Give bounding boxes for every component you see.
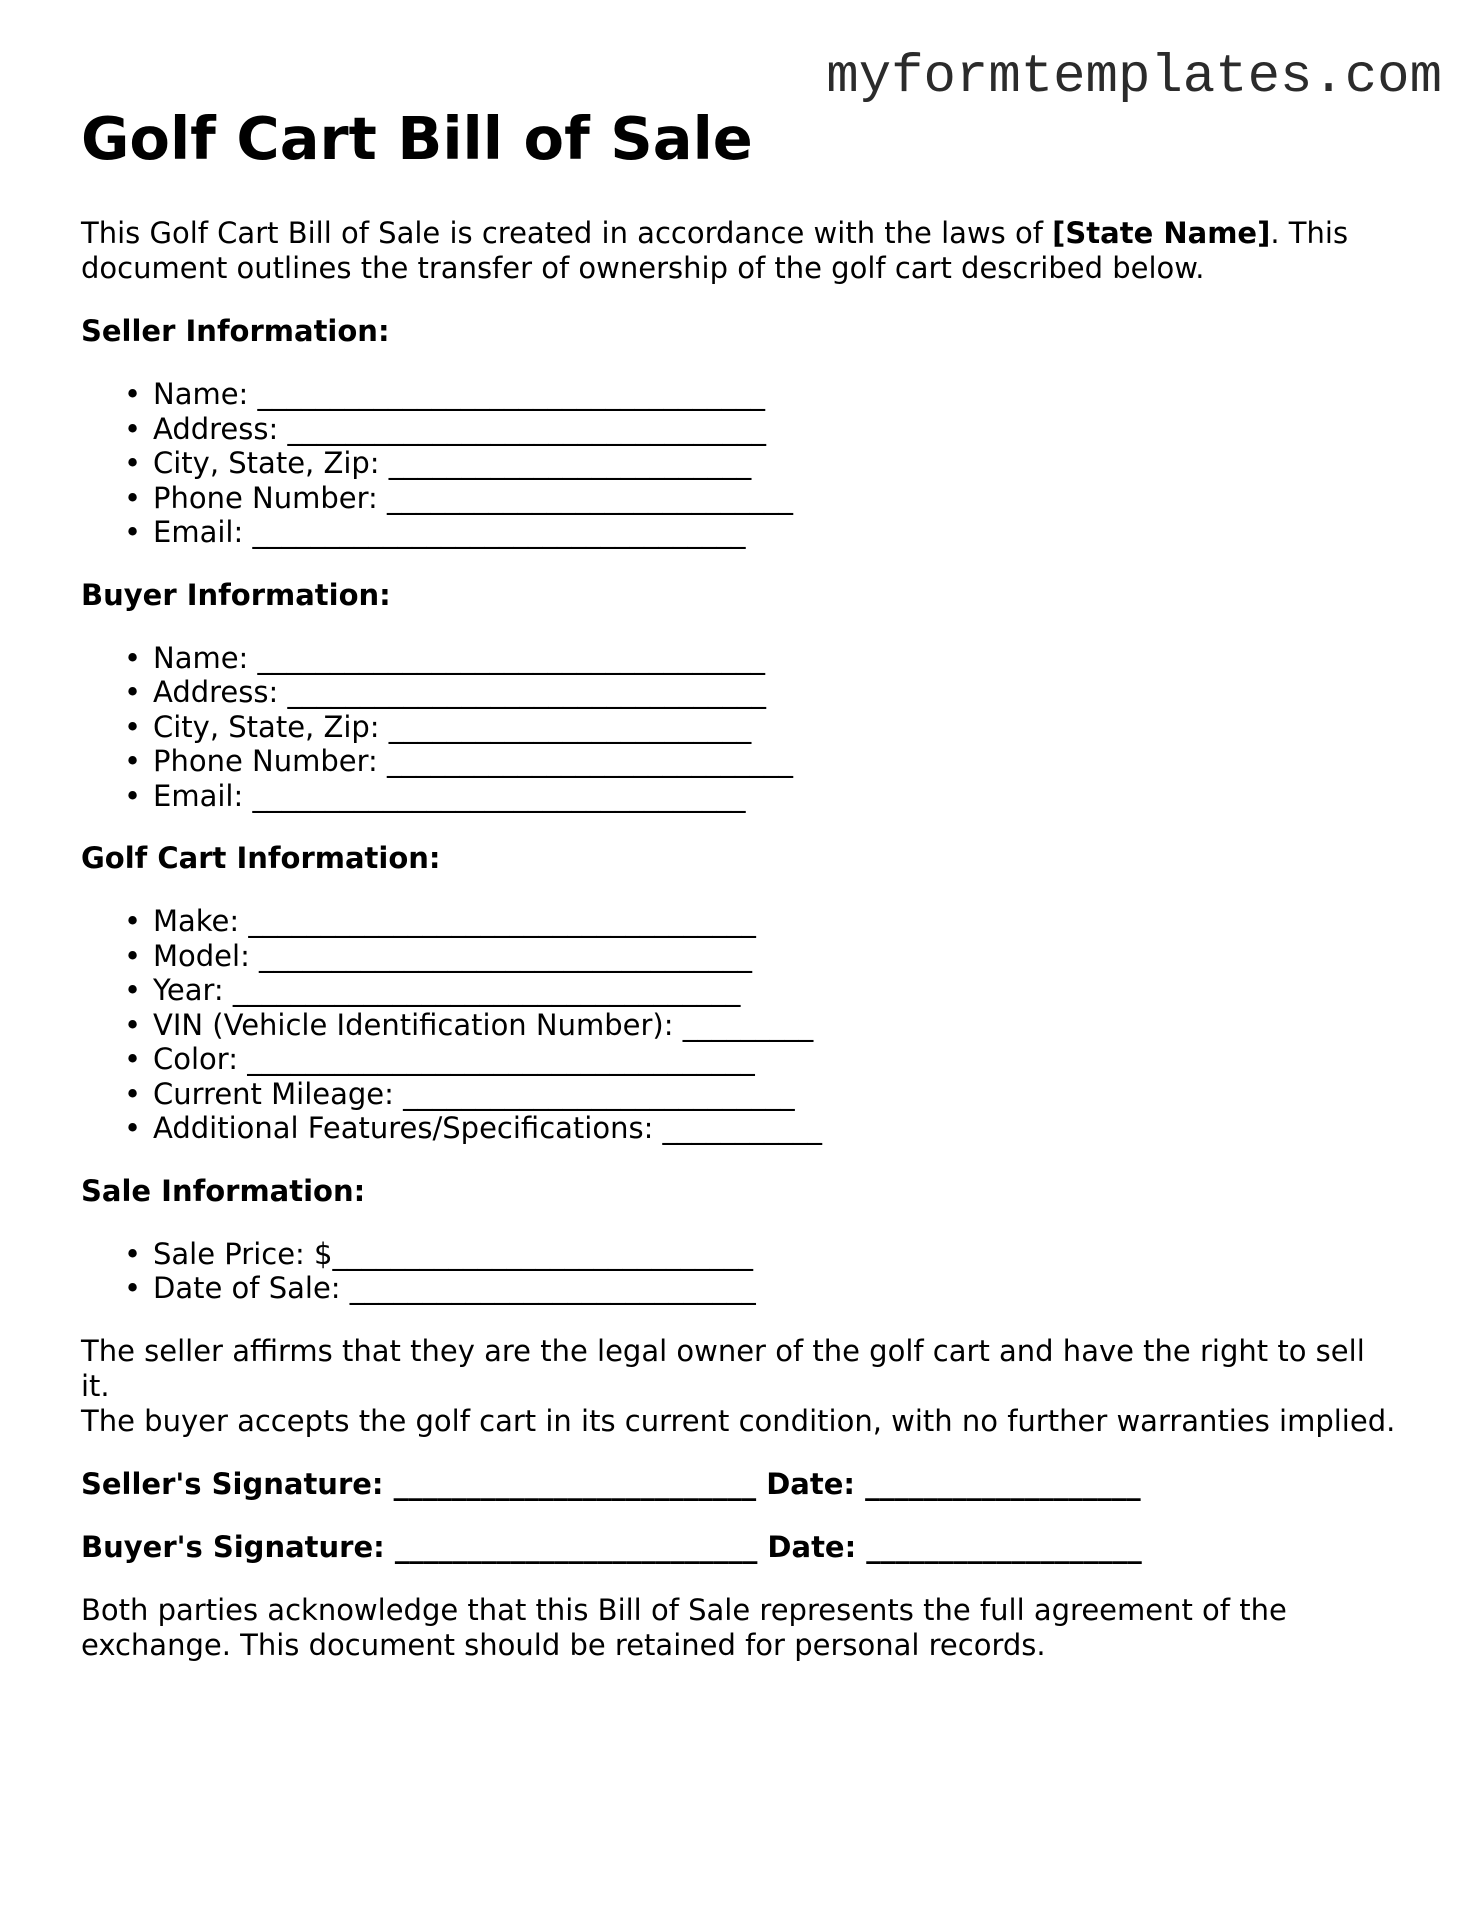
field-label: Color: ___________________________________: [153, 1042, 755, 1076]
closing-line1: Both parties acknowledge that this Bill of Sale represents the full agreement of the: [81, 1592, 1287, 1627]
seller-signature-line[interactable]: Seller's Signature: _________________________ Date: ___________________: [81, 1466, 1141, 1501]
document-page: [81, 104, 1401, 1663]
state-name-placeholder: [State Name]: [1052, 216, 1271, 250]
buyer-city-state-zip-field[interactable]: [81, 710, 1401, 745]
seller-city-state-zip-field[interactable]: [81, 446, 1401, 481]
bullet: •: [124, 744, 142, 778]
bullet: •: [124, 480, 142, 515]
cart-model-field[interactable]: [81, 939, 1401, 974]
field-label: Name: ___________________________________: [153, 377, 766, 411]
bullet: •: [124, 778, 142, 813]
buyer-info-heading: Buyer Information:: [81, 577, 391, 612]
buyer-phone-field[interactable]: [81, 744, 1401, 779]
field-label: Address: _________________________________: [153, 411, 766, 446]
bullet: •: [124, 1236, 142, 1271]
field-label: Email: __________________________________: [153, 515, 746, 549]
bullet: •: [124, 1111, 142, 1145]
field-label: City, State, Zip: _________________________: [153, 446, 752, 480]
seller-name-field[interactable]: [81, 377, 1401, 412]
bullet: •: [124, 377, 142, 411]
buyer-address-field[interactable]: [81, 675, 1401, 710]
buyer-email-field[interactable]: [81, 779, 1401, 814]
cart-make-field[interactable]: [81, 904, 1401, 939]
affirmation-line1: The seller affirms that they are the legal owner of the golf cart and have the right to sell it.: [81, 1333, 1365, 1403]
field-label: Model: __________________________________: [153, 938, 753, 973]
field-label: Year: ___________________________________: [153, 973, 741, 1007]
cart-vin-field[interactable]: [81, 1008, 1401, 1043]
cart-color-field[interactable]: [81, 1042, 1401, 1077]
field-label: City, State, Zip: _________________________: [153, 709, 752, 744]
bullet: •: [124, 1007, 142, 1042]
sale-info-heading: Sale Information:: [81, 1173, 366, 1208]
cart-fields-list: [81, 904, 1401, 1146]
bullet: •: [124, 1042, 142, 1076]
seller-fields-list: [81, 377, 1401, 550]
field-label: Phone Number: ____________________________: [153, 744, 794, 778]
bullet: •: [124, 973, 142, 1007]
field-label: Additional Features/Specifications: ___________: [153, 1111, 823, 1145]
seller-phone-field[interactable]: [81, 481, 1401, 516]
field-label: Name: ___________________________________: [153, 640, 766, 675]
field-label: Address: _________________________________: [153, 675, 766, 709]
bullet: •: [124, 446, 142, 480]
bullet: •: [124, 904, 142, 938]
bullet: •: [124, 411, 142, 446]
closing-line2: exchange. This document should be retained for personal records.: [81, 1627, 1046, 1662]
buyer-fields-list: [81, 641, 1401, 814]
intro-text-end: . This: [1270, 216, 1349, 250]
field-label: VIN (Vehicle Identification Number): _________: [153, 1007, 814, 1042]
seller-email-field[interactable]: [81, 515, 1401, 550]
cart-mileage-field[interactable]: [81, 1077, 1401, 1112]
bullet: •: [124, 675, 142, 709]
cart-year-field[interactable]: [81, 973, 1401, 1008]
bullet: •: [124, 709, 142, 744]
sale-fields-list: [81, 1237, 1401, 1306]
intro-paragraph: [81, 216, 1401, 286]
affirmation-paragraph: [81, 1334, 1401, 1439]
seller-address-field[interactable]: [81, 412, 1401, 447]
field-label: Make: ___________________________________: [153, 904, 756, 938]
intro-text-line2: document outlines the transfer of ownership of the golf cart described below.: [81, 251, 1205, 285]
sale-date-field[interactable]: [81, 1271, 1401, 1306]
document-title: Golf Cart Bill of Sale: [81, 104, 753, 173]
intro-text-start: This Golf Cart Bill of Sale is created in accordance with the laws of: [81, 216, 1053, 250]
seller-info-heading: Seller Information:: [81, 314, 390, 348]
field-label: Current Mileage: ___________________________: [153, 1076, 795, 1111]
field-label: Phone Number: ____________________________: [153, 480, 794, 515]
watermark-text: myformtemplates.com: [826, 47, 1442, 108]
field-label: Date of Sale: ____________________________: [153, 1271, 756, 1305]
sale-price-field[interactable]: [81, 1237, 1401, 1272]
cart-features-field[interactable]: [81, 1111, 1401, 1146]
buyer-signature-line[interactable]: Buyer's Signature: _________________________ Date: ___________________: [81, 1529, 1142, 1564]
bullet: •: [124, 640, 142, 675]
bullet: •: [124, 515, 142, 549]
field-label: Sale Price: $_____________________________: [153, 1236, 753, 1271]
bullet: •: [124, 1271, 142, 1305]
affirmation-line2: The buyer accepts the golf cart in its current condition, with no further warranties implied.: [81, 1403, 1396, 1438]
field-label: Email: __________________________________: [153, 778, 746, 813]
cart-info-heading: Golf Cart Information:: [81, 841, 441, 875]
buyer-name-field[interactable]: [81, 641, 1401, 676]
bullet: •: [124, 938, 142, 973]
bullet: •: [124, 1076, 142, 1111]
closing-paragraph: [81, 1593, 1401, 1663]
